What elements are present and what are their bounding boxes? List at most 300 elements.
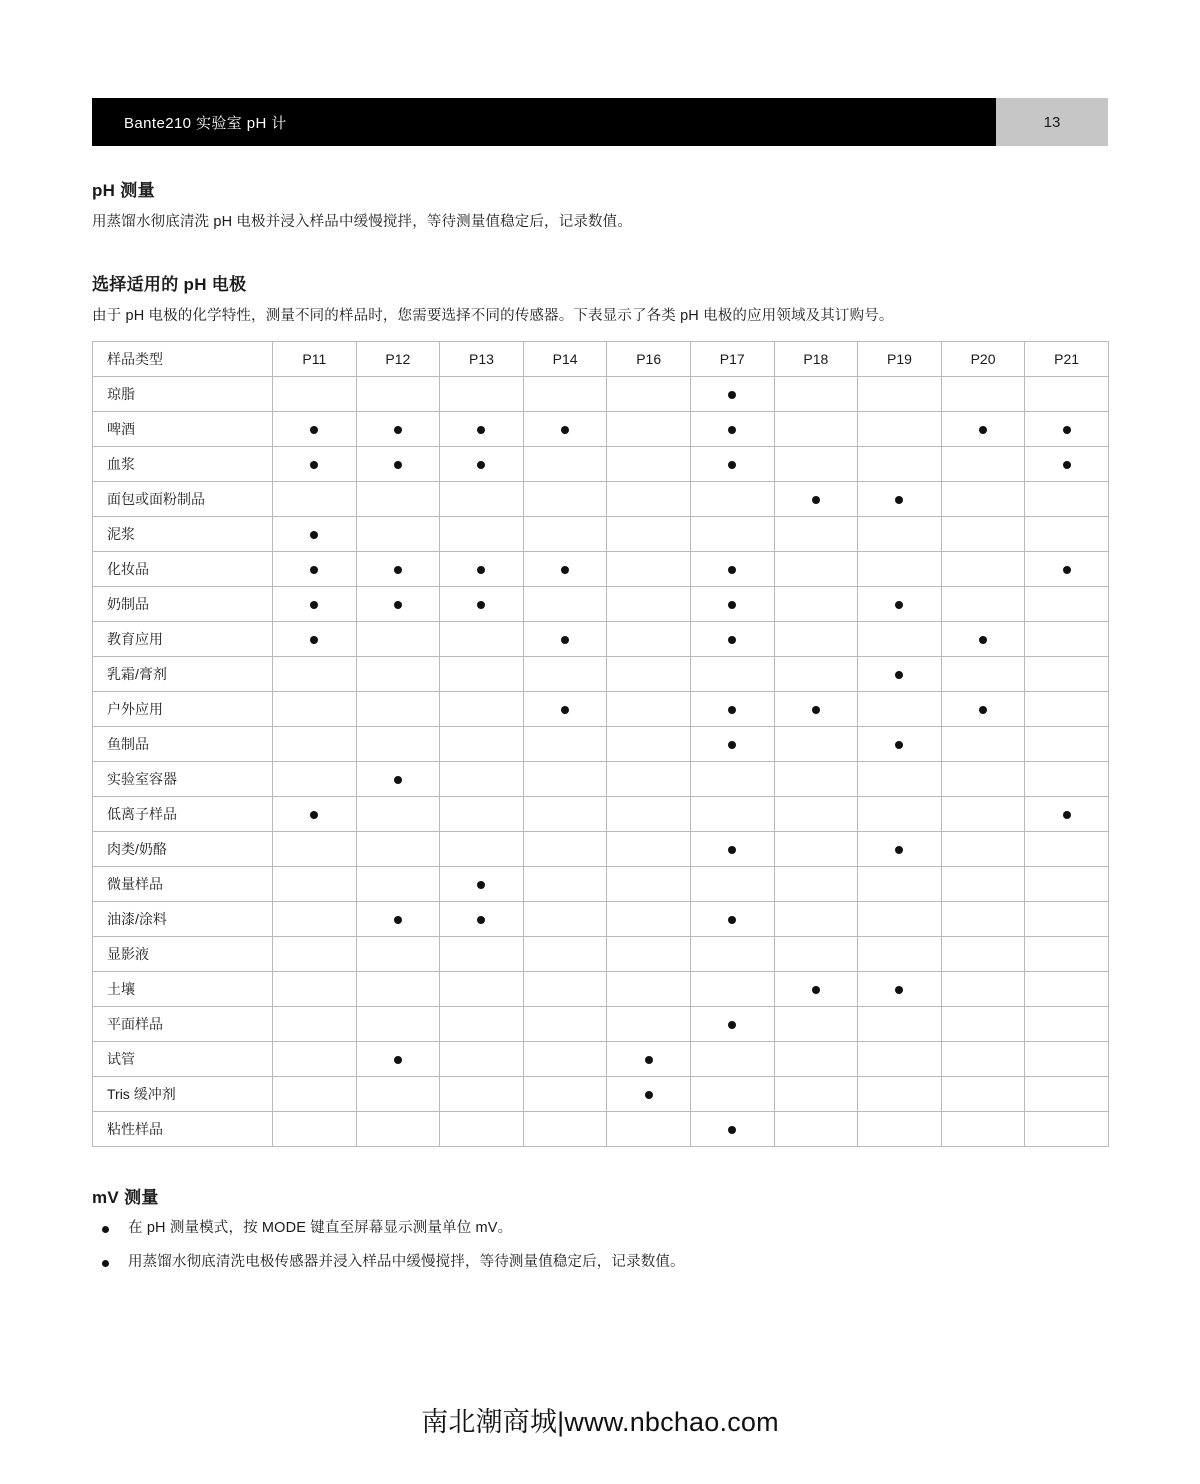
electrode-mark-cell-p19 [858, 377, 942, 412]
dot-marker-icon [310, 636, 318, 644]
electrode-mark-cell-p21 [1025, 1007, 1109, 1042]
mv-measurement-bullet-1: 在 pH 测量模式，按 MODE 键直至屏幕显示测量单位 mV。 [92, 1218, 1108, 1240]
electrode-mark-cell-p11 [273, 937, 357, 972]
electrode-mark-cell-p13 [440, 412, 524, 447]
electrode-mark-cell-p16 [607, 797, 691, 832]
electrode-mark-cell-p12 [356, 412, 440, 447]
electrode-mark-cell-p17 [690, 692, 774, 727]
electrode-mark-cell-p18 [774, 377, 858, 412]
column-header-p17: P17 [690, 342, 774, 377]
table-row [93, 762, 1109, 797]
electrode-mark-cell-p18 [774, 867, 858, 902]
dot-marker-icon [310, 566, 318, 574]
electrode-application-table [92, 341, 1109, 1147]
dot-marker-icon [728, 566, 736, 574]
electrode-mark-cell-p14 [523, 937, 607, 972]
table-row [93, 972, 1109, 1007]
sample-type-cell: 粘性样品 [93, 1112, 273, 1147]
dot-marker-icon [895, 496, 903, 504]
spacer [92, 234, 1108, 274]
electrode-mark-cell-p21 [1025, 727, 1109, 762]
electrode-mark-cell-p18 [774, 552, 858, 587]
sample-type-cell: 微量样品 [93, 867, 273, 902]
electrode-mark-cell-p14 [523, 377, 607, 412]
electrode-mark-cell-p16 [607, 902, 691, 937]
electrode-mark-cell-p17 [690, 412, 774, 447]
electrode-mark-cell-p14 [523, 867, 607, 902]
electrode-mark-cell-p12 [356, 1007, 440, 1042]
electrode-mark-cell-p20 [941, 832, 1025, 867]
electrode-mark-cell-p21 [1025, 447, 1109, 482]
table-row [93, 482, 1109, 517]
electrode-mark-cell-p13 [440, 1042, 524, 1077]
electrode-mark-cell-p12 [356, 482, 440, 517]
dot-marker-icon [394, 566, 402, 574]
column-header-p14: P14 [523, 342, 607, 377]
electrode-mark-cell-p14 [523, 1077, 607, 1112]
electrode-mark-cell-p12 [356, 1112, 440, 1147]
dot-marker-icon [979, 636, 987, 644]
electrode-mark-cell-p17 [690, 1042, 774, 1077]
dot-marker-icon [728, 461, 736, 469]
table-row [93, 867, 1109, 902]
electrode-mark-cell-p12 [356, 832, 440, 867]
electrode-mark-cell-p16 [607, 622, 691, 657]
column-header-p21: P21 [1025, 342, 1109, 377]
dot-marker-icon [728, 426, 736, 434]
electrode-mark-cell-p16 [607, 482, 691, 517]
dot-marker-icon [728, 706, 736, 714]
electrode-mark-cell-p19 [858, 692, 942, 727]
electrode-mark-cell-p21 [1025, 1042, 1109, 1077]
electrode-mark-cell-p21 [1025, 762, 1109, 797]
electrode-mark-cell-p19 [858, 657, 942, 692]
page-content [92, 180, 1108, 1286]
electrode-mark-cell-p13 [440, 482, 524, 517]
electrode-mark-cell-p18 [774, 587, 858, 622]
sample-type-cell: 户外应用 [93, 692, 273, 727]
electrode-mark-cell-p21 [1025, 937, 1109, 972]
electrode-mark-cell-p17 [690, 972, 774, 1007]
electrode-mark-cell-p19 [858, 517, 942, 552]
electrode-mark-cell-p13 [440, 832, 524, 867]
sample-type-cell: 实验室容器 [93, 762, 273, 797]
electrode-mark-cell-p14 [523, 622, 607, 657]
electrode-mark-cell-p11 [273, 1112, 357, 1147]
electrode-mark-cell-p14 [523, 692, 607, 727]
electrode-mark-cell-p11 [273, 482, 357, 517]
electrode-mark-cell-p14 [523, 1007, 607, 1042]
electrode-mark-cell-p18 [774, 517, 858, 552]
electrode-mark-cell-p14 [523, 482, 607, 517]
dot-marker-icon [728, 1021, 736, 1029]
electrode-mark-cell-p14 [523, 1042, 607, 1077]
electrode-mark-cell-p17 [690, 552, 774, 587]
electrode-mark-cell-p19 [858, 482, 942, 517]
electrode-mark-cell-p12 [356, 587, 440, 622]
ph-measurement-heading: pH 测量 [92, 181, 155, 200]
electrode-mark-cell-p18 [774, 832, 858, 867]
electrode-mark-cell-p17 [690, 727, 774, 762]
electrode-mark-cell-p13 [440, 377, 524, 412]
mv-measurement-bullet-2: 用蒸馏水彻底清洗电极传感器并浸入样品中缓慢搅拌，等待测量值稳定后，记录数值。 [92, 1252, 1108, 1274]
electrode-mark-cell-p20 [941, 587, 1025, 622]
sample-type-cell: 显影液 [93, 937, 273, 972]
electrode-mark-cell-p11 [273, 377, 357, 412]
electrode-mark-cell-p16 [607, 867, 691, 902]
electrode-mark-cell-p16 [607, 447, 691, 482]
electrode-mark-cell-p21 [1025, 1112, 1109, 1147]
electrode-mark-cell-p13 [440, 902, 524, 937]
electrode-mark-cell-p11 [273, 552, 357, 587]
table-row [93, 937, 1109, 972]
electrode-mark-cell-p16 [607, 552, 691, 587]
electrode-mark-cell-p21 [1025, 692, 1109, 727]
electrode-mark-cell-p17 [690, 937, 774, 972]
dot-marker-icon [310, 531, 318, 539]
electrode-mark-cell-p14 [523, 552, 607, 587]
electrode-mark-cell-p13 [440, 797, 524, 832]
electrode-mark-cell-p12 [356, 937, 440, 972]
table-header [93, 342, 1109, 377]
electrode-mark-cell-p13 [440, 622, 524, 657]
electrode-mark-cell-p16 [607, 1042, 691, 1077]
table-row [93, 832, 1109, 867]
electrode-mark-cell-p18 [774, 482, 858, 517]
dot-marker-icon [477, 566, 485, 574]
electrode-mark-cell-p18 [774, 1077, 858, 1112]
electrode-mark-cell-p16 [607, 727, 691, 762]
electrode-mark-cell-p20 [941, 727, 1025, 762]
electrode-mark-cell-p17 [690, 482, 774, 517]
electrode-mark-cell-p20 [941, 797, 1025, 832]
mv-measurement-list [92, 1218, 1108, 1274]
electrode-mark-cell-p16 [607, 1007, 691, 1042]
electrode-mark-cell-p21 [1025, 657, 1109, 692]
electrode-mark-cell-p21 [1025, 412, 1109, 447]
sample-type-cell: 血浆 [93, 447, 273, 482]
electrode-mark-cell-p18 [774, 972, 858, 1007]
column-header-p19: P19 [858, 342, 942, 377]
electrode-mark-cell-p21 [1025, 832, 1109, 867]
table-row [93, 552, 1109, 587]
electrode-mark-cell-p21 [1025, 587, 1109, 622]
electrode-selection-paragraph: 由于 pH 电极的化学特性，测量不同的样品时，您需要选择不同的传感器。下表显示了各类 pH 电极的应用领域及其订购号。 [92, 307, 894, 324]
electrode-mark-cell-p12 [356, 762, 440, 797]
electrode-mark-cell-p14 [523, 1112, 607, 1147]
electrode-mark-cell-p17 [690, 1077, 774, 1112]
column-header-p20: P20 [941, 342, 1025, 377]
column-header-sample-type: 样品类型 [93, 342, 273, 377]
electrode-mark-cell-p11 [273, 692, 357, 727]
document-title: Bante210 实验室 pH 计 [124, 114, 287, 132]
sample-type-cell: 土壤 [93, 972, 273, 1007]
electrode-mark-cell-p21 [1025, 972, 1109, 1007]
table-row [93, 377, 1109, 412]
page-number-block [996, 98, 1108, 146]
electrode-mark-cell-p11 [273, 412, 357, 447]
electrode-mark-cell-p17 [690, 377, 774, 412]
sample-type-cell: 低离子样品 [93, 797, 273, 832]
electrode-mark-cell-p16 [607, 412, 691, 447]
electrode-mark-cell-p12 [356, 447, 440, 482]
electrode-mark-cell-p19 [858, 762, 942, 797]
electrode-mark-cell-p18 [774, 1007, 858, 1042]
dot-marker-icon [812, 706, 820, 714]
dot-marker-icon [895, 986, 903, 994]
table-row [93, 657, 1109, 692]
dot-marker-icon [477, 916, 485, 924]
dot-marker-icon [728, 916, 736, 924]
table-row [93, 1007, 1109, 1042]
electrode-mark-cell-p19 [858, 727, 942, 762]
electrode-mark-cell-p13 [440, 972, 524, 1007]
electrode-mark-cell-p18 [774, 727, 858, 762]
electrode-mark-cell-p21 [1025, 1077, 1109, 1112]
electrode-mark-cell-p18 [774, 412, 858, 447]
electrode-mark-cell-p11 [273, 447, 357, 482]
electrode-mark-cell-p17 [690, 867, 774, 902]
electrode-mark-cell-p17 [690, 902, 774, 937]
electrode-mark-cell-p19 [858, 937, 942, 972]
sample-type-cell: 啤酒 [93, 412, 273, 447]
electrode-mark-cell-p16 [607, 517, 691, 552]
electrode-mark-cell-p19 [858, 832, 942, 867]
dot-marker-icon [645, 1091, 653, 1099]
electrode-mark-cell-p13 [440, 1112, 524, 1147]
electrode-mark-cell-p18 [774, 937, 858, 972]
electrode-mark-cell-p13 [440, 447, 524, 482]
electrode-mark-cell-p20 [941, 482, 1025, 517]
electrode-mark-cell-p20 [941, 937, 1025, 972]
electrode-selection-heading: 选择适用的 pH 电极 [92, 274, 247, 294]
electrode-mark-cell-p12 [356, 552, 440, 587]
mv-measurement-heading: mV 测量 [92, 1188, 159, 1208]
electrode-mark-cell-p17 [690, 1007, 774, 1042]
electrode-mark-cell-p14 [523, 797, 607, 832]
sample-type-cell: 琼脂 [93, 377, 273, 412]
dot-marker-icon [561, 706, 569, 714]
dot-marker-icon [1063, 811, 1071, 819]
electrode-mark-cell-p21 [1025, 797, 1109, 832]
electrode-mark-cell-p13 [440, 762, 524, 797]
electrode-mark-cell-p12 [356, 867, 440, 902]
dot-marker-icon [394, 461, 402, 469]
dot-marker-icon [895, 601, 903, 609]
dot-marker-icon [812, 986, 820, 994]
electrode-mark-cell-p17 [690, 657, 774, 692]
column-header-p13: P13 [440, 342, 524, 377]
dot-marker-icon [477, 461, 485, 469]
dot-marker-icon [477, 426, 485, 434]
electrode-mark-cell-p20 [941, 972, 1025, 1007]
electrode-mark-cell-p20 [941, 657, 1025, 692]
dot-marker-icon [394, 776, 402, 784]
electrode-mark-cell-p21 [1025, 552, 1109, 587]
electrode-mark-cell-p17 [690, 447, 774, 482]
electrode-mark-cell-p18 [774, 447, 858, 482]
sample-type-cell: 油漆/涂料 [93, 902, 273, 937]
page-number: 13 [1043, 113, 1061, 131]
column-header-p18: P18 [774, 342, 858, 377]
electrode-mark-cell-p19 [858, 1007, 942, 1042]
dot-marker-icon [895, 741, 903, 749]
electrode-mark-cell-p11 [273, 972, 357, 1007]
electrode-mark-cell-p17 [690, 762, 774, 797]
dot-marker-icon [394, 916, 402, 924]
electrode-mark-cell-p16 [607, 1112, 691, 1147]
electrode-mark-cell-p16 [607, 937, 691, 972]
header-title-block [92, 98, 996, 146]
electrode-mark-cell-p20 [941, 377, 1025, 412]
electrode-mark-cell-p20 [941, 412, 1025, 447]
electrode-mark-cell-p11 [273, 727, 357, 762]
electrode-mark-cell-p20 [941, 762, 1025, 797]
running-header [92, 98, 1108, 146]
footer-watermark: 南北潮商城|www.nbchao.com [421, 1407, 779, 1437]
electrode-mark-cell-p11 [273, 587, 357, 622]
electrode-mark-cell-p14 [523, 447, 607, 482]
spacer [92, 1147, 1108, 1187]
dot-marker-icon [394, 601, 402, 609]
table-row [93, 692, 1109, 727]
column-header-p11: P11 [273, 342, 357, 377]
electrode-mark-cell-p17 [690, 797, 774, 832]
electrode-mark-cell-p21 [1025, 517, 1109, 552]
electrode-mark-cell-p13 [440, 517, 524, 552]
table-row [93, 517, 1109, 552]
electrode-mark-cell-p18 [774, 1042, 858, 1077]
electrode-mark-cell-p18 [774, 902, 858, 937]
sample-type-cell: 化妆品 [93, 552, 273, 587]
electrode-mark-cell-p16 [607, 587, 691, 622]
electrode-mark-cell-p11 [273, 517, 357, 552]
electrode-mark-cell-p12 [356, 377, 440, 412]
dot-marker-icon [728, 601, 736, 609]
electrode-mark-cell-p20 [941, 1077, 1025, 1112]
electrode-mark-cell-p11 [273, 797, 357, 832]
dot-marker-icon [1063, 461, 1071, 469]
electrode-mark-cell-p13 [440, 587, 524, 622]
electrode-mark-cell-p17 [690, 587, 774, 622]
dot-marker-icon [728, 846, 736, 854]
electrode-mark-cell-p17 [690, 517, 774, 552]
dot-marker-icon [394, 426, 402, 434]
electrode-mark-cell-p12 [356, 517, 440, 552]
electrode-mark-cell-p12 [356, 797, 440, 832]
table-header-row [93, 342, 1109, 377]
electrode-mark-cell-p19 [858, 1042, 942, 1077]
electrode-mark-cell-p14 [523, 587, 607, 622]
electrode-mark-cell-p21 [1025, 867, 1109, 902]
electrode-mark-cell-p16 [607, 692, 691, 727]
electrode-mark-cell-p20 [941, 517, 1025, 552]
electrode-mark-cell-p20 [941, 447, 1025, 482]
electrode-mark-cell-p11 [273, 622, 357, 657]
electrode-mark-cell-p19 [858, 447, 942, 482]
electrode-mark-cell-p17 [690, 1112, 774, 1147]
sample-type-cell: 乳霜/膏剂 [93, 657, 273, 692]
electrode-mark-cell-p20 [941, 1007, 1025, 1042]
electrode-mark-cell-p11 [273, 1042, 357, 1077]
electrode-mark-cell-p14 [523, 972, 607, 1007]
electrode-mark-cell-p12 [356, 727, 440, 762]
electrode-mark-cell-p20 [941, 692, 1025, 727]
electrode-mark-cell-p11 [273, 1007, 357, 1042]
electrode-mark-cell-p14 [523, 412, 607, 447]
electrode-mark-cell-p16 [607, 657, 691, 692]
electrode-mark-cell-p20 [941, 867, 1025, 902]
electrode-mark-cell-p18 [774, 1112, 858, 1147]
sample-type-cell: 奶制品 [93, 587, 273, 622]
electrode-mark-cell-p19 [858, 972, 942, 1007]
electrode-mark-cell-p11 [273, 1077, 357, 1112]
electrode-mark-cell-p11 [273, 902, 357, 937]
table-row [93, 727, 1109, 762]
electrode-mark-cell-p12 [356, 1042, 440, 1077]
electrode-mark-cell-p11 [273, 832, 357, 867]
dot-marker-icon [394, 1056, 402, 1064]
electrode-mark-cell-p12 [356, 902, 440, 937]
electrode-mark-cell-p16 [607, 1077, 691, 1112]
dot-marker-icon [310, 811, 318, 819]
dot-marker-icon [477, 881, 485, 889]
electrode-mark-cell-p18 [774, 657, 858, 692]
sample-type-cell: 试管 [93, 1042, 273, 1077]
dot-marker-icon [1063, 566, 1071, 574]
electrode-mark-cell-p20 [941, 1112, 1025, 1147]
dot-marker-icon [728, 741, 736, 749]
electrode-mark-cell-p14 [523, 517, 607, 552]
electrode-mark-cell-p21 [1025, 902, 1109, 937]
electrode-mark-cell-p14 [523, 657, 607, 692]
electrode-mark-cell-p18 [774, 622, 858, 657]
electrode-mark-cell-p19 [858, 622, 942, 657]
electrode-mark-cell-p19 [858, 1112, 942, 1147]
dot-marker-icon [310, 601, 318, 609]
table-row [93, 1042, 1109, 1077]
dot-marker-icon [561, 426, 569, 434]
electrode-mark-cell-p12 [356, 972, 440, 1007]
table-row [93, 447, 1109, 482]
sample-type-cell: 教育应用 [93, 622, 273, 657]
electrode-mark-cell-p13 [440, 937, 524, 972]
table-row [93, 1077, 1109, 1112]
electrode-mark-cell-p16 [607, 832, 691, 867]
electrode-mark-cell-p18 [774, 762, 858, 797]
dot-marker-icon [812, 496, 820, 504]
dot-marker-icon [728, 391, 736, 399]
table-row [93, 412, 1109, 447]
electrode-mark-cell-p21 [1025, 377, 1109, 412]
electrode-mark-cell-p17 [690, 622, 774, 657]
electrode-mark-cell-p11 [273, 867, 357, 902]
electrode-mark-cell-p13 [440, 657, 524, 692]
sample-type-cell: Tris 缓冲剂 [93, 1077, 273, 1112]
table-body [93, 377, 1109, 1147]
dot-marker-icon [477, 601, 485, 609]
electrode-mark-cell-p13 [440, 552, 524, 587]
dot-marker-icon [310, 426, 318, 434]
dot-marker-icon [895, 846, 903, 854]
sample-type-cell: 鱼制品 [93, 727, 273, 762]
electrode-mark-cell-p11 [273, 762, 357, 797]
dot-marker-icon [561, 636, 569, 644]
electrode-mark-cell-p11 [273, 657, 357, 692]
electrode-mark-cell-p12 [356, 692, 440, 727]
electrode-mark-cell-p13 [440, 1007, 524, 1042]
column-header-p16: P16 [607, 342, 691, 377]
